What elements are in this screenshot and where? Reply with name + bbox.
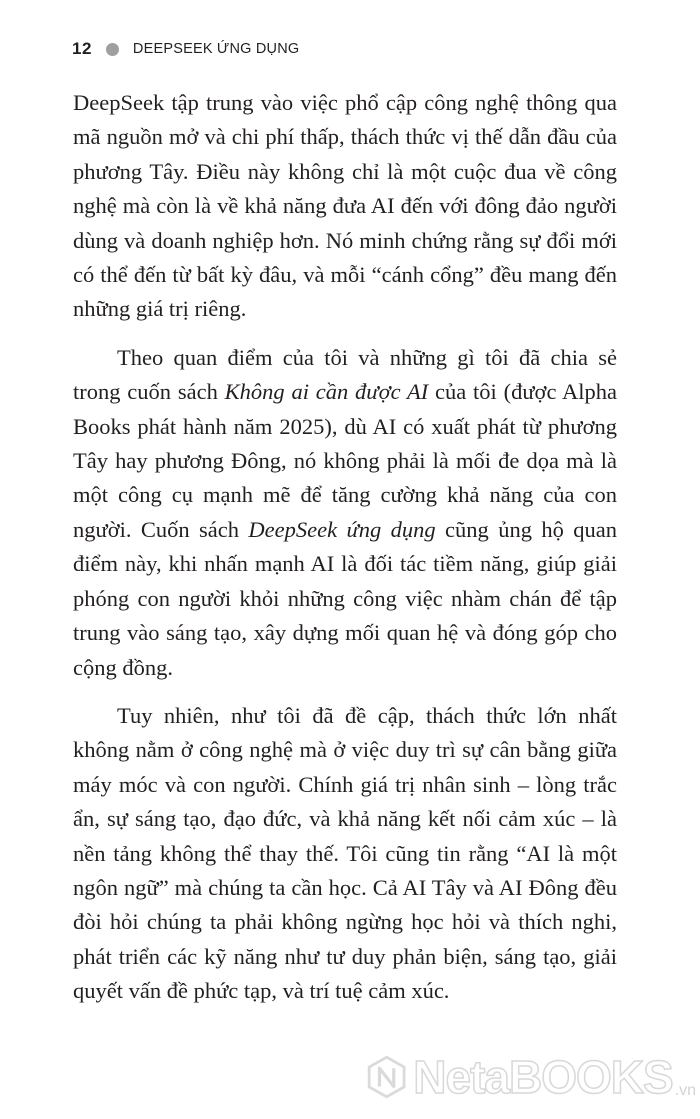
book-title-2: DeepSeek ứng dụng (248, 516, 436, 542)
paragraph-2-text-a: Theo quan điểm của tôi và những gì tôi đã chia sẻ trong cuốn sách (73, 344, 617, 405)
watermark-brand: NetaBOOKS (413, 1051, 673, 1103)
paragraph-2 (73, 341, 617, 685)
running-title: DEEPSEEK ỨNG DỤNG (132, 41, 300, 57)
header-dot-icon (106, 43, 119, 56)
page-header (72, 36, 299, 62)
watermark-suffix: .vn (674, 1082, 696, 1099)
book-title-1: Không ai cần được AI (224, 379, 429, 405)
watermark (366, 1042, 696, 1112)
paragraph-1: DeepSeek tập trung vào việc phổ cập công nghệ thông qua mã nguồn mở và chi phí thấp, thách thức vị thế dẫn đầu của phương Tây. Điều này không chỉ là một cuộc đua về công nghệ mà còn là về khả năng đưa AI đến với đông đảo người dùng và doanh nghiệp hơn. Nó minh chứng rằng sự đổi mới có thể đến từ bất kỳ đâu, và mỗi “cánh cổng” đều mang đến những giá trị riêng. (73, 90, 617, 322)
paragraph-2-text-c: cũng ủng hộ quan điểm này, khi nhấn mạnh AI là đối tác tiềm năng, giúp giải phóng con người khỏi những công việc nhàm chán để tập trung vào sáng tạo, xây dựng mối quan hệ và đóng góp cho cộng đồng. (73, 516, 617, 680)
body-text (73, 86, 617, 1023)
paragraph-2-text-b: của tôi (được Alpha Books phát hành năm 2025), dù AI có xuất phát từ phương Tây hay phương Đông, nó không phải là mối đe dọa mà là một công cụ mạnh mẽ để tăng cường khả năng của con người. Cuốn sách (73, 379, 617, 542)
page-number: 12 (72, 39, 92, 58)
netabooks-logo-icon (366, 1049, 407, 1105)
paragraph-3: Tuy nhiên, như tôi đã đề cập, thách thức lớn nhất không nằm ở công nghệ mà ở việc duy trì sự cân bằng giữa máy móc và con người. Chính giá trị nhân sinh – lòng trắc ẩn, sự sáng tạo, đạo đức, và khả năng kết nối cảm xúc – là nền tảng không thể thay thế. Tôi cũng tin rằng “AI là một ngôn ngữ” mà chúng ta cần học. Cả AI Tây và AI Đông đều đòi hỏi chúng ta phải không ngừng học hỏi và thích nghi, phát triển các kỹ năng như tư duy phản biện, sáng tạo, giải quyết vấn đề phức tạp, và trí tuệ cảm xúc. (73, 702, 617, 1004)
